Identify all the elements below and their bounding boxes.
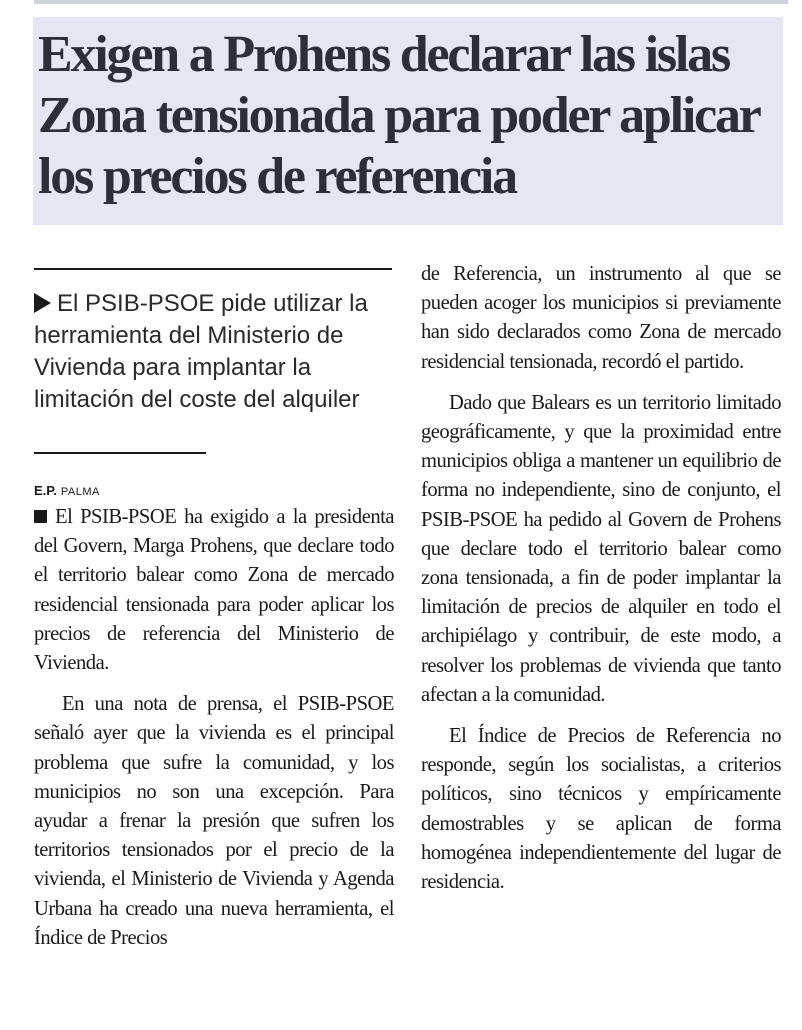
body-paragraph: de Referencia, un instrumento al que se pueden acoger los municipios si previamente han sido declarados como Zona de mercado residencial tensionada, recordó el partido. xyxy=(421,263,781,373)
subtitle-bottom-rule xyxy=(34,452,206,454)
square-bullet-icon xyxy=(34,510,47,523)
subtitle-top-rule xyxy=(34,268,392,270)
page-edge xyxy=(790,0,802,1030)
paragraph-text: El PSIB-PSOE ha exigido a la presidenta del Govern, Marga Prohens, que declare todo el territorio balear como Zona de mercado residencial tensionada para poder aplicar los precios de referencia del Ministerio de Vivienda. xyxy=(34,506,394,675)
body-column-right xyxy=(421,260,781,897)
byline-author: E.P. xyxy=(34,483,57,498)
article-headline: Exigen a Prohens declarar las islas Zona tensionada para poder aplicar los precios de referencia xyxy=(38,26,759,205)
byline xyxy=(34,483,100,498)
body-paragraph: En una nota de prensa, el PSIB-PSOE señaló ayer que la vivienda es el principal problema que sufre la comunidad, y los municipios no son una excepción. Para ayudar a frenar la presión que sufren los territorios tensionados por el precio de la vivienda, el Ministerio de Vivienda y Agenda Urbana ha creado una nueva herramienta, el Índice de Precios xyxy=(34,693,394,949)
subtitle-text: El PSIB-PSOE pide utilizar la herramienta del Ministerio de Vivienda para implantar la limitación del coste del alquiler xyxy=(34,290,368,413)
article-subtitle xyxy=(34,288,399,416)
top-rule xyxy=(34,0,788,4)
body-paragraph: El Índice de Precios de Referencia no responde, según los socialistas, a criterios políticos, sino técnicos y empíricamente demostrables y se aplican de forma homogénea independientemente del lugar de residencia. xyxy=(421,725,781,894)
body-paragraph: Dado que Balears es un territorio limitado geográficamente, y que la proximidad entre municipios obliga a mantener un equilibrio de forma no independiente, sino de conjunto, el PSIB-PSOE ha pedido al Govern de Prohens que declare todo el territorio balear como zona tensionada, a fin de poder implantar la limitación de precios de alquiler en todo el archipiélago y contribuir, de este modo, a resolver los problemas de vivienda que tanto afectan a la comunidad. xyxy=(421,391,781,706)
body-column-left xyxy=(34,503,394,953)
byline-place: PALMA xyxy=(60,486,100,498)
body-paragraph xyxy=(34,503,394,678)
play-triangle-icon xyxy=(34,293,51,313)
